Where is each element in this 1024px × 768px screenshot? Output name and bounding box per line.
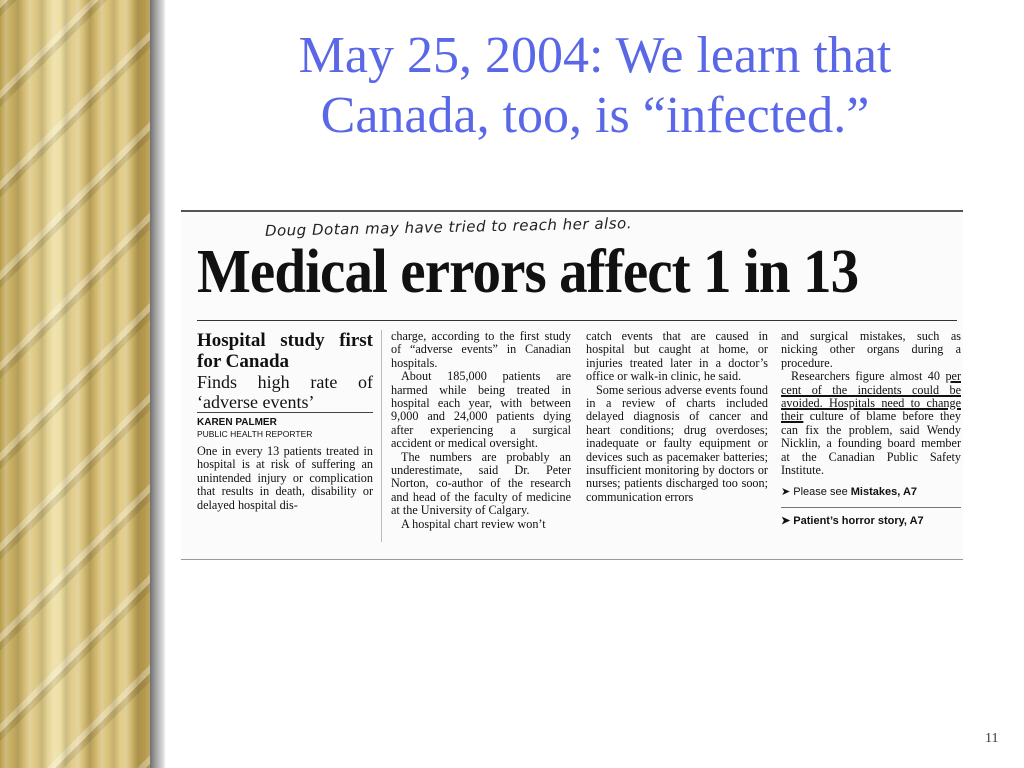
ref-target: Mistakes, A7 [850,486,918,499]
byline-name: KAREN PALMER [197,412,373,429]
handwritten-note: Doug Dotan may have tried to reach her also. [264,214,633,240]
underlined-passage: per cent of the incidents could be avoided. Hospitals need to change their [781,369,961,424]
continued-reference [781,485,961,499]
ref-related: ➤ Patient’s horror story, A7 [781,515,924,528]
decorative-gold-border [0,0,150,768]
article-paragraph: charge, according to the first study of “adverse events” in Canadian hospitals. [391,329,571,370]
byline-title: PUBLIC HEALTH REPORTER [197,429,313,439]
article-paragraph: catch events that are caused in hospital but caught at home, or injuries treated later in a doctor’s office or walk-in clinic, he said. [586,329,768,384]
article-column-2 [391,330,571,531]
border-shadow [150,0,166,768]
article-paragraph: One in every 13 patients treated in hospital is at risk of suffering an unintended injury or complication that results in death, disability or delayed hospital dis- [197,444,373,512]
article-paragraph: A hospital chart review won’t [401,516,546,531]
article-paragraph: Some serious adverse events found in a review of charts included delayed diagnosis of cancer and heart conditions; drug overdoses; inadequate or faulty equipment or devices such as pacemaker batteries; insufficient monitoring by doctors or nurses; patients discharged too soon; communication errors [586,382,768,504]
ref-prefix: ➤ Please see [781,486,851,499]
article-paragraph: and surgical mistakes, such as nicking other organs during a procedure. [781,329,961,370]
article-column-1 [197,330,373,512]
slide-title-line-2: Canada, too, is “infected.” [320,87,870,144]
newspaper-clipping-image [181,210,963,560]
related-story-reference [781,507,961,528]
article-column-3 [586,330,768,504]
article-text: culture of blame before they can fix the problem, said Wendy Nicklin, a founding board member at the Canadian Public Safety Institute. [781,409,961,478]
page-number: 11 [985,731,999,746]
slide-title-line-1: May 25, 2004: We learn that [298,27,892,84]
clipping-subhead: Hospital study first for Canada [197,330,373,372]
clipping-headline: Medical errors affect 1 in 13 [197,238,859,306]
article-column-4 [781,330,961,528]
article-paragraph: The numbers are probably an underestimate, said Dr. Peter Norton, co-author of the research and head of the faculty of medicine at the University of Calgary. [391,449,571,518]
column-divider [381,330,382,542]
slide-title [180,26,1010,146]
article-paragraph [781,370,961,477]
clipping-deck: Finds high rate of ‘adverse events’ [197,372,373,412]
article-paragraph: About 185,000 patients are harmed while being treated in hospital each year, with between 9,000 and 24,000 patients dying after experiencing a surgical accident or medical oversight. [391,369,571,451]
headline-rule [197,320,957,321]
article-text: Researchers figure almost 40 [791,369,940,384]
